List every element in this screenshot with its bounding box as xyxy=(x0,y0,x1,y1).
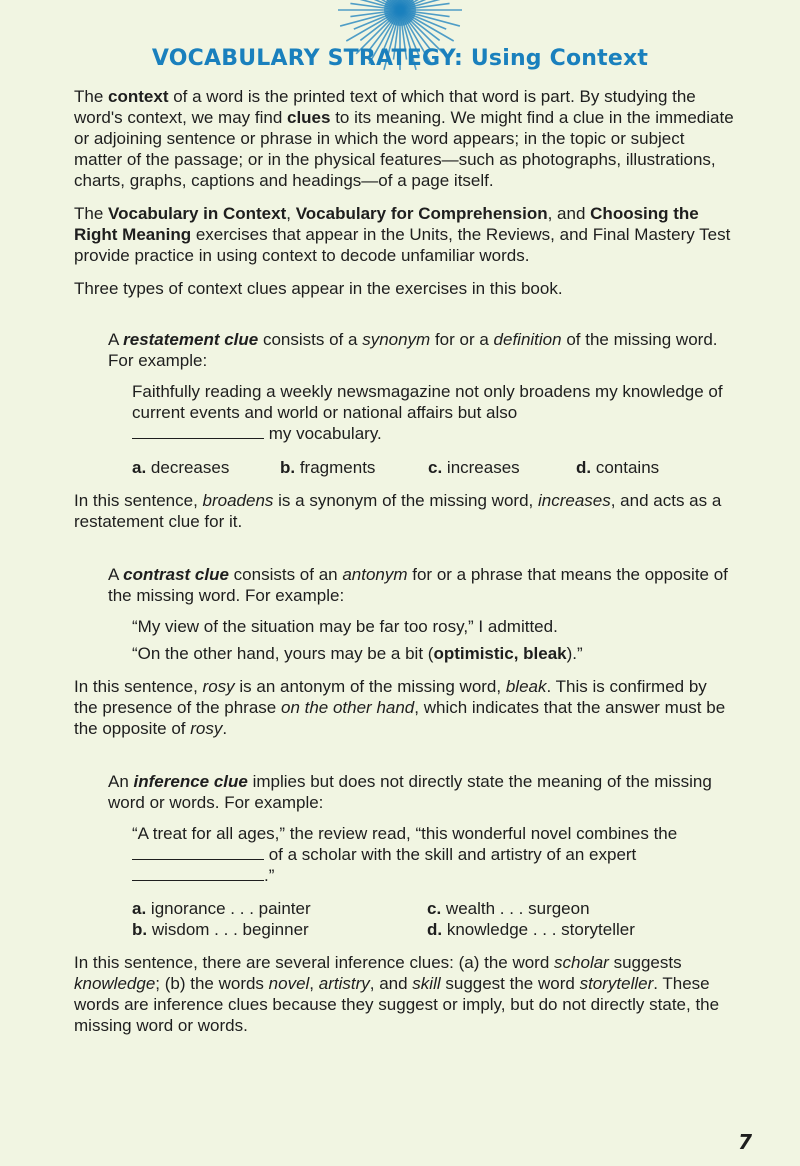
answer-blank xyxy=(132,424,264,439)
page-number: 7 xyxy=(738,1130,752,1154)
answer-blank xyxy=(132,845,264,860)
contrast-example-line1: “My view of the situation may be far too rosy,” I admitted. xyxy=(132,617,558,636)
choice-c: c. wealth . . . surgeon xyxy=(427,899,590,918)
choice-a: a. decreases xyxy=(132,458,230,477)
restatement-explanation: In this sentence, broadens is a synonym of the missing word, increases, and acts as a restatement clue for it. xyxy=(74,491,722,531)
choice-b: b. wisdom . . . beginner xyxy=(132,920,309,939)
choice-d: d. contains xyxy=(576,458,660,477)
exercises-paragraph: The Vocabulary in Context, Vocabulary for Comprehension, and Choosing the Right Meaning exercises that appear in the Units, the Reviews, and Final Mastery Test provide practice in using context to decode unfamiliar words. xyxy=(74,204,731,265)
contrast-definition: A contrast clue consists of an antonym for or a phrase that means the opposite of the missing word. For example: xyxy=(108,565,728,605)
contrast-explanation: In this sentence, rosy is an antonym of the missing word, bleak. This is confirmed by the presence of the phrase on the other hand, which indicates that the answer must be the opposite of rosy. xyxy=(74,677,726,738)
choice-b: b. fragments xyxy=(280,458,376,477)
inference-choices xyxy=(132,898,734,940)
choice-a: a. ignorance . . . painter xyxy=(132,899,311,918)
restatement-definition: A restatement clue consists of a synonym for or a definition of the missing word. For example: xyxy=(108,330,718,370)
choice-c: c. increases xyxy=(428,458,520,477)
page-title: VOCABULARY STRATEGY: Using Context xyxy=(151,46,649,71)
types-paragraph: Three types of context clues appear in the exercises in this book. xyxy=(74,279,563,298)
intro-paragraph: The context of a word is the printed text of which that word is part. By studying the word's context, we may find clues to its meaning. We might find a clue in the immediate or adjoining sentence or phrase in which the word appears; in the topic or subject matter of the passage; or in the physical features—such as photographs, illustrations, charts, graphs, captions and headings—of a page itself. xyxy=(74,87,734,190)
restatement-choices xyxy=(132,457,734,478)
answer-blank xyxy=(132,866,264,881)
inference-explanation: In this sentence, there are several inference clues: (a) the word scholar suggests knowledge; (b) the words novel, artistry, and skill suggest the word storyteller. These words are inference clues because they suggest or imply, but do not directly state, the missing word or words. xyxy=(74,953,720,1035)
contrast-example-line2: “On the other hand, yours may be a bit (optimistic, bleak).” xyxy=(132,644,583,663)
choice-d: d. knowledge . . . storyteller xyxy=(427,920,635,939)
restatement-example: Faithfully reading a weekly newsmagazine not only broadens my knowledge of current events and world or national affairs but also my vocabulary. xyxy=(132,382,723,443)
main-content xyxy=(74,86,734,1068)
inference-example: “A treat for all ages,” the review read, “this wonderful novel combines the of a scholar with the skill and artistry of an expert .” xyxy=(132,824,678,885)
inference-definition: An inference clue implies but does not directly state the meaning of the missing word or words. For example: xyxy=(108,772,712,812)
